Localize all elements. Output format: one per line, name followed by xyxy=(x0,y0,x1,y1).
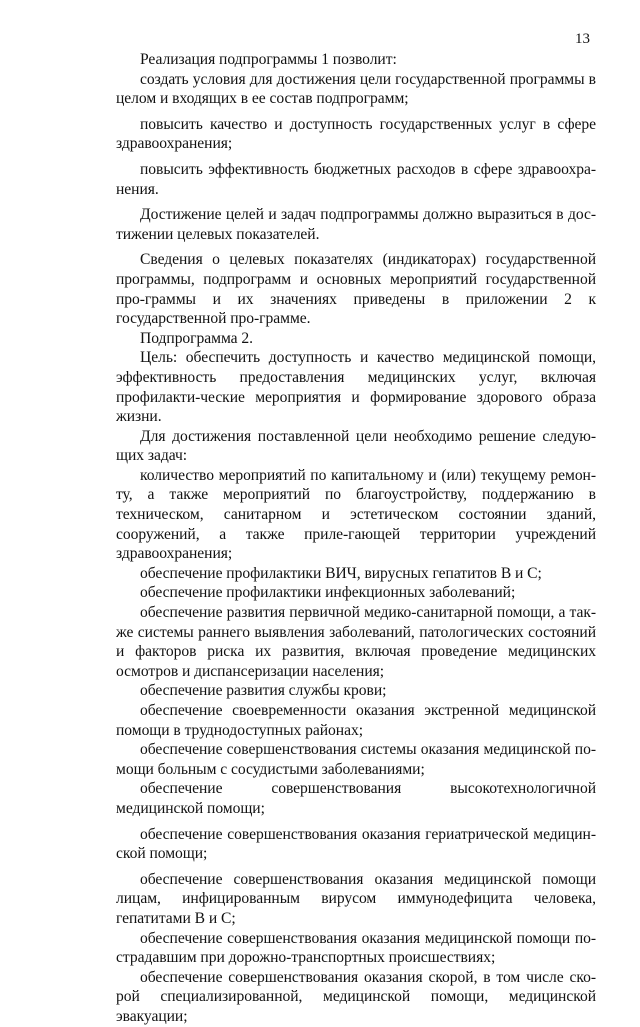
task-item: обеспечение своевременности оказания экстренной медицинской помощи в труднодоступных районах; xyxy=(116,702,596,739)
subprogram-heading: Подпрограмма 2. xyxy=(140,329,253,347)
paragraph: Реализация подпрограммы 1 позволит: xyxy=(140,51,397,68)
task-item: обеспечение совершенствования оказания медицинской помощи лицам, инфицированным вирусом иммунодефицита человека, гепатитами В и С; xyxy=(116,870,596,927)
paragraph: повысить эффективность бюджетных расходов в сфере здравоохра-нения. xyxy=(116,160,596,198)
paragraph: повысить качество и доступность государственных услуг в сфере здравоохранения; xyxy=(116,115,596,153)
page-number: 13 xyxy=(575,31,590,47)
document-body xyxy=(116,50,596,1027)
paragraph: Достижение целей и задач подпрограммы должно выразиться в дос-тижении целевых показателей. xyxy=(116,206,596,243)
task-item: количество мероприятий по капитальному и (или) текущему ремон-ту, а также мероприятий по благоустройству, поддержанию в техническом, санитарном и эстетическом состоянии зданий, сооружений, а также приле-гающей территории учреждений здравоохранения; xyxy=(116,466,596,563)
task-item: обеспечение совершенствования оказания скорой, в том числе ско-рой специализированной, медицинской помощи, медицинской эвакуации; xyxy=(116,968,596,1025)
task-item: обеспечение профилактики инфекционных заболеваний; xyxy=(140,584,516,602)
task-item: обеспечение совершенствования высокотехнологичной медицинской помощи; xyxy=(116,780,596,817)
task-item: обеспечение совершенствования системы оказания медицинской по-мощи больным с сосудистыми заболеваниями; xyxy=(116,741,596,778)
task-item: обеспечение совершенствования оказания медицинской помощи по-страдавшим при дорожно-транспортных происшествиях; xyxy=(116,929,596,967)
paragraph: Цель: обеспечить доступность и качество медицинской помощи, эффективность предоставления медицинских услуг, включая профилакти-ческие мероприятия и формирование здорового образа жизни. xyxy=(116,349,596,426)
task-item: обеспечение развития службы крови; xyxy=(140,682,387,700)
paragraph: Сведения о целевых показателях (индикаторах) государственной программы, подпрограмм и основных мероприятий государственной про-граммы и их значениях приведены в приложении 2 к государственной про-грамме. xyxy=(116,251,596,328)
task-item: обеспечение профилактики ВИЧ, вирусных гепатитов В и С; xyxy=(140,564,542,582)
task-item: обеспечение развития первичной медико-санитарной помощи, а так-же системы раннего выявления заболеваний, патологических состояний и факторов риска их развития, включая проведение медицинских осмотров и диспансеризации населения; xyxy=(116,604,596,680)
paragraph: Для достижения поставленной цели необходимо решение следую-щих задач: xyxy=(116,427,596,465)
task-item: обеспечение совершенствования оказания гериатрической медицин-ской помощи; xyxy=(116,825,596,863)
paragraph: создать условия для достижения цели государственной программы в целом и входящих в ее состав подпрограмм; xyxy=(116,70,596,108)
